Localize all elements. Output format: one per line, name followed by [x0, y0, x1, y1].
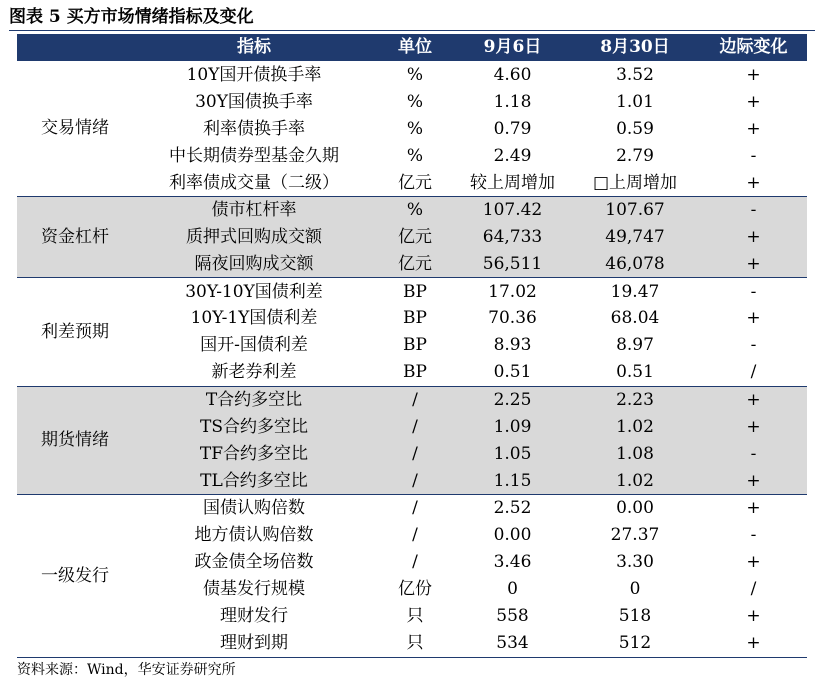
table-row	[17, 224, 807, 251]
value-date2-cell: 2.79	[616, 145, 654, 166]
indicator-cell: 新老券利差	[211, 362, 297, 383]
value-date2-cell: 19.47	[610, 281, 660, 302]
change-cell: +	[746, 91, 761, 112]
unit-cell: 亿元	[398, 172, 432, 193]
table-row	[17, 467, 807, 494]
value-date1-cell: 1.18	[493, 91, 532, 112]
value-date2-cell: 46,078	[605, 253, 665, 274]
indicator-cell: T合约多空比	[205, 389, 303, 410]
unit-cell: /	[412, 470, 418, 491]
value-date2-cell: 512	[618, 633, 652, 654]
source-note: 资料来源：Wind，华安证券研究所	[17, 662, 236, 678]
table-row	[17, 169, 807, 196]
indicator-cell: 利率债换手率	[203, 118, 305, 139]
value-date2-cell: 0.51	[616, 362, 654, 383]
value-date2-cell: 49,747	[605, 227, 665, 248]
table-row	[17, 332, 807, 359]
table-row	[17, 251, 807, 278]
unit-cell: %	[406, 145, 424, 166]
value-date2-cell: 518	[618, 606, 652, 627]
change-cell: +	[746, 633, 761, 654]
indicator-cell: 30Y国债换手率	[195, 91, 313, 112]
indicator-cell: TF合约多空比	[199, 443, 309, 464]
value-date2-cell: 0.59	[616, 118, 654, 139]
category-cell: 期货情绪	[41, 430, 109, 451]
indicator-cell: 理财到期	[220, 633, 288, 654]
table-row	[17, 576, 807, 603]
category-cell: 利差预期	[41, 321, 109, 342]
indicator-cell: 30Y-10Y国债利差	[185, 281, 323, 302]
unit-cell: 亿元	[398, 227, 432, 248]
unit-cell: %	[406, 200, 424, 221]
table-group	[17, 61, 807, 196]
indicator-cell: 债市杠杆率	[211, 200, 297, 221]
change-cell: -	[750, 525, 757, 546]
value-date2-cell: □上周增加	[592, 172, 678, 193]
change-cell: /	[750, 362, 757, 383]
table-row	[17, 305, 807, 332]
value-date1-cell: 1.09	[493, 416, 532, 437]
value-date2-cell: 68.04	[610, 308, 660, 329]
value-date1-cell: 534	[496, 633, 529, 654]
table-row	[17, 522, 807, 549]
table-row	[17, 440, 807, 467]
indicator-cell: 国债认购倍数	[203, 498, 305, 519]
value-date1-cell: 1.05	[493, 443, 532, 464]
header-category	[17, 34, 133, 61]
indicator-cell: 质押式回购成交额	[186, 227, 322, 248]
unit-cell: /	[412, 525, 418, 546]
change-cell: +	[746, 118, 761, 139]
indicator-cell: TL合约多空比	[200, 470, 308, 491]
change-cell: +	[746, 308, 761, 329]
change-cell: -	[750, 200, 757, 221]
change-cell: +	[746, 606, 761, 627]
value-date1-cell: 70.36	[488, 308, 537, 329]
value-date2-cell: 2.23	[616, 389, 654, 410]
value-date1-cell: 64,733	[482, 227, 543, 248]
change-cell: +	[746, 253, 761, 274]
header-change: 边际变化	[719, 37, 788, 57]
value-date1-cell: 0.79	[493, 118, 532, 139]
table-group	[17, 196, 807, 277]
change-cell: +	[746, 389, 761, 410]
value-date2-cell: 1.08	[616, 443, 654, 464]
change-cell: +	[746, 227, 761, 248]
value-date1-cell: 0	[507, 579, 518, 600]
unit-cell: 只	[406, 633, 424, 654]
value-date2-cell: 8.97	[616, 335, 654, 356]
change-cell: +	[746, 552, 761, 573]
value-date1-cell: 8.93	[493, 335, 532, 356]
indicator-cell: 隔夜回购成交额	[194, 253, 314, 274]
change-cell: -	[750, 145, 757, 166]
header-indicator: 指标	[237, 37, 271, 57]
unit-cell: /	[412, 498, 418, 519]
value-date1-cell: 较上周增加	[470, 172, 555, 193]
unit-cell: /	[412, 416, 418, 437]
table-group	[17, 386, 807, 494]
value-date2-cell: 1.01	[616, 91, 654, 112]
value-date1-cell: 1.15	[493, 470, 532, 491]
unit-cell: BP	[403, 308, 427, 329]
value-date1-cell: 3.46	[493, 552, 532, 573]
table-row	[17, 88, 807, 115]
value-date1-cell: 107.42	[482, 200, 543, 221]
value-date2-cell: 27.37	[610, 525, 660, 546]
table-group	[17, 495, 807, 658]
indicator-cell: 地方债认购倍数	[194, 525, 314, 546]
value-date2-cell: 0.00	[616, 498, 654, 519]
table-row	[17, 495, 807, 522]
indicator-cell: 利率债成交量（二级）	[169, 172, 339, 193]
change-cell: +	[746, 64, 761, 85]
header-date1: 9月6日	[483, 37, 542, 57]
unit-cell: %	[406, 64, 424, 85]
value-date2-cell: 1.02	[616, 416, 654, 437]
unit-cell: %	[406, 118, 424, 139]
unit-cell: 亿元	[398, 253, 432, 274]
value-date1-cell: 56,511	[482, 253, 543, 274]
table-header-row	[17, 34, 807, 61]
table-row	[17, 142, 807, 169]
value-date1-cell: 2.25	[493, 389, 532, 410]
value-date2-cell: 3.52	[616, 64, 654, 85]
caption-rule	[9, 30, 815, 31]
change-cell: +	[746, 172, 761, 193]
change-cell: +	[746, 416, 761, 437]
category-cell: 交易情绪	[41, 118, 109, 139]
unit-cell: 亿份	[398, 579, 432, 600]
category-cell: 一级发行	[41, 565, 109, 586]
indicator-cell: 国开-国债利差	[200, 335, 308, 356]
table-row	[17, 386, 807, 413]
value-date1-cell: 558	[496, 606, 529, 627]
change-cell: -	[750, 281, 757, 302]
indicator-cell: 债基发行规模	[203, 579, 305, 600]
category-cell: 资金杠杆	[41, 227, 109, 248]
table-row	[17, 630, 807, 657]
change-cell: -	[750, 335, 757, 356]
value-date2-cell: 3.30	[616, 552, 654, 573]
change-cell: -	[750, 443, 757, 464]
indicator-cell: TS合约多空比	[200, 416, 308, 437]
table-row	[17, 196, 807, 223]
indicator-cell: 10Y-1Y国债利差	[190, 308, 318, 329]
table-row	[17, 603, 807, 630]
header-unit: 单位	[398, 37, 432, 57]
header-date2: 8月30日	[600, 37, 670, 57]
value-date1-cell: 2.49	[493, 145, 532, 166]
unit-cell: BP	[403, 362, 427, 383]
table-group	[17, 278, 807, 386]
table-row	[17, 278, 807, 305]
value-date2-cell: 107.67	[605, 200, 665, 221]
value-date2-cell: 1.02	[616, 470, 654, 491]
value-date1-cell: 0.00	[493, 525, 532, 546]
change-cell: +	[746, 498, 761, 519]
table-row	[17, 359, 807, 386]
value-date1-cell: 0.51	[493, 362, 532, 383]
unit-cell: 只	[406, 606, 424, 627]
table-row	[17, 61, 807, 88]
indicator-cell: 中长期债券型基金久期	[169, 145, 339, 166]
change-cell: /	[750, 579, 757, 600]
unit-cell: BP	[403, 281, 427, 302]
figure-caption: 图表 5 买方市场情绪指标及变化	[9, 7, 254, 27]
sentiment-table	[17, 34, 807, 658]
unit-cell: /	[412, 389, 418, 410]
indicator-cell: 政金债全场倍数	[194, 552, 314, 573]
value-date1-cell: 4.60	[493, 64, 532, 85]
value-date2-cell: 0	[629, 579, 641, 600]
unit-cell: /	[412, 552, 418, 573]
unit-cell: BP	[403, 335, 427, 356]
unit-cell: /	[412, 443, 418, 464]
table-row	[17, 549, 807, 576]
table-row	[17, 115, 807, 142]
value-date1-cell: 2.52	[493, 498, 532, 519]
change-cell: +	[746, 470, 761, 491]
unit-cell: %	[406, 91, 424, 112]
indicator-cell: 10Y国开债换手率	[186, 64, 322, 85]
value-date1-cell: 17.02	[488, 281, 537, 302]
table-row	[17, 413, 807, 440]
indicator-cell: 理财发行	[220, 606, 288, 627]
